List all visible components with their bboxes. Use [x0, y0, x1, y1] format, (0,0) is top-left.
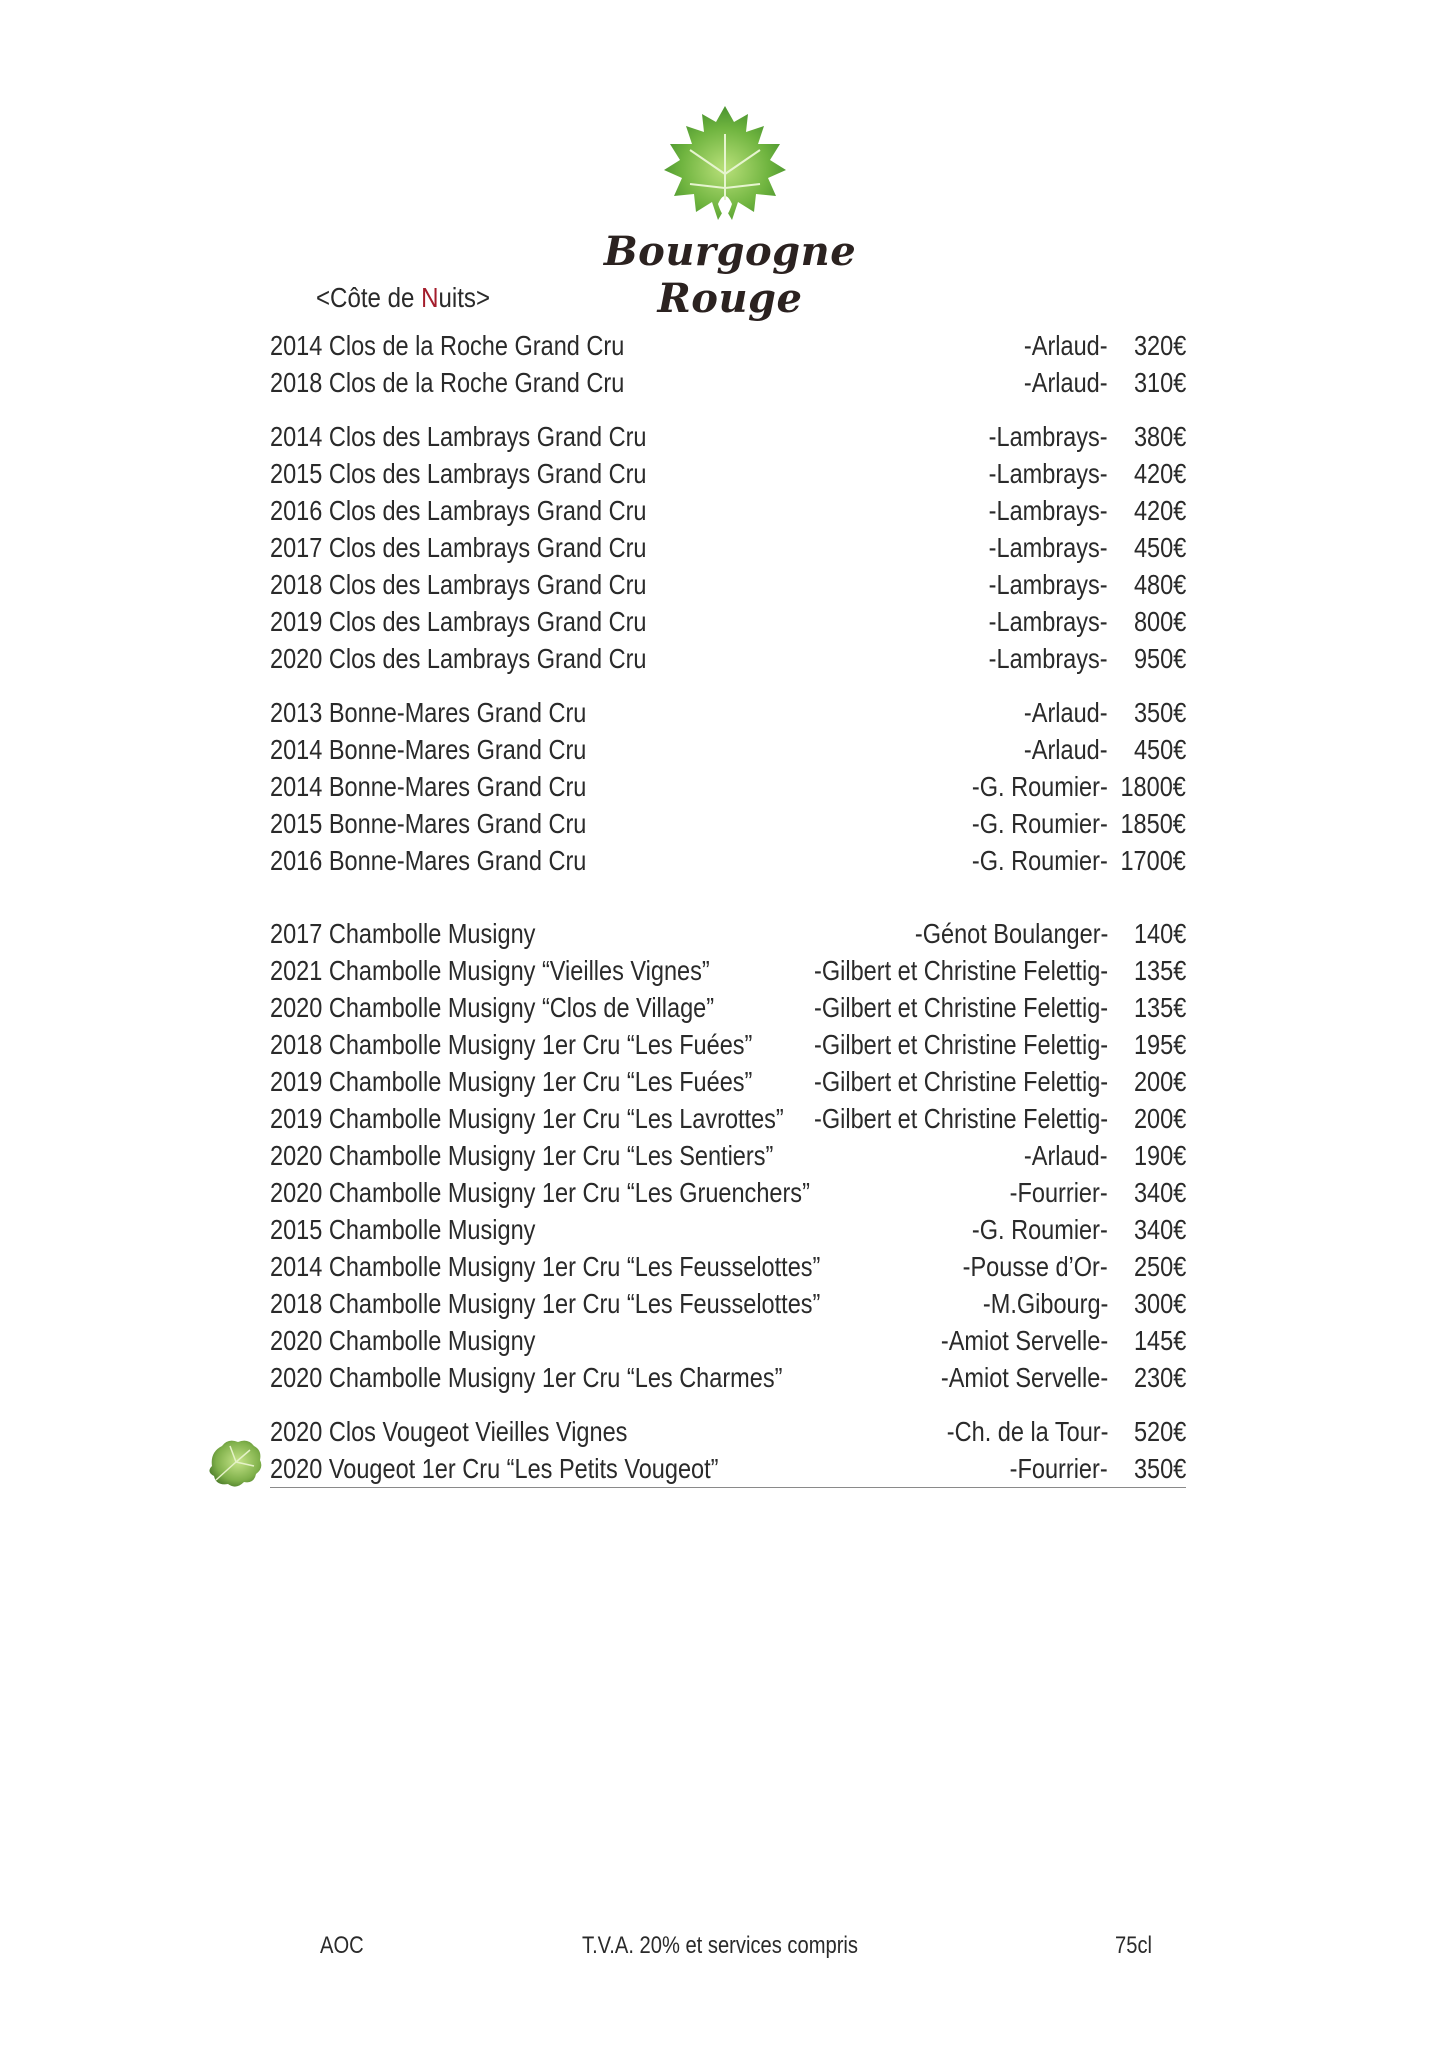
wine-row: [270, 1248, 1186, 1285]
wine-price: 480€: [1133, 569, 1186, 600]
page-title: Bourgogne Rouge: [603, 228, 857, 322]
wine-name: 2019 Chambolle Musigny 1er Cru “Les Fuées”: [270, 1066, 753, 1097]
wine-price: 520€: [1133, 1416, 1186, 1447]
wine-name: 2014 Clos de la Roche Grand Cru: [270, 330, 625, 361]
wine-group-vougeot: [270, 1413, 1186, 1488]
wine-price: 300€: [1133, 1288, 1186, 1319]
wine-price: 135€: [1133, 992, 1186, 1023]
wine-producer: -Amiot Servelle-: [940, 1325, 1108, 1356]
wine-producer: -Gilbert et Christine Felettig-: [813, 1029, 1108, 1060]
wine-name: 2015 Chambolle Musigny: [270, 1214, 536, 1245]
wine-row: [270, 1359, 1186, 1396]
wine-name: 2014 Bonne-Mares Grand Cru: [270, 734, 587, 765]
wine-list: [270, 327, 1186, 1505]
wine-producer: -Arlaud-: [1024, 330, 1108, 361]
wine-price: 340€: [1133, 1177, 1186, 1208]
wine-row: [270, 915, 1186, 952]
wine-row: [270, 731, 1186, 768]
wine-price: 350€: [1133, 697, 1186, 728]
wine-name: 2020 Chambolle Musigny 1er Cru “Les Gruenchers”: [270, 1177, 810, 1208]
wine-row: [270, 529, 1186, 566]
wine-row: [270, 805, 1186, 842]
wine-price: 310€: [1133, 367, 1186, 398]
wine-row: [270, 1450, 1186, 1488]
wine-row: [270, 1413, 1186, 1450]
region-prefix: <Côte de: [316, 282, 422, 313]
wine-price: 320€: [1133, 330, 1186, 361]
wine-row: [270, 455, 1186, 492]
wine-group-bonnes-mares: [270, 694, 1186, 879]
wine-producer: -G. Roumier-: [972, 1214, 1108, 1245]
wine-row: [270, 566, 1186, 603]
wine-row: [270, 327, 1186, 364]
wine-price: 420€: [1133, 458, 1186, 489]
wine-price: 1850€: [1120, 808, 1186, 839]
wine-name: 2013 Bonne-Mares Grand Cru: [270, 697, 587, 728]
wine-name: 2019 Chambolle Musigny 1er Cru “Les Lavrottes”: [270, 1103, 784, 1134]
wine-producer: -Gilbert et Christine Felettig-: [813, 1103, 1108, 1134]
wine-row: [270, 952, 1186, 989]
wine-price: 140€: [1133, 918, 1186, 949]
wine-producer: -Lambrays-: [989, 532, 1108, 563]
footer-aoc: AOC: [320, 1932, 364, 1959]
footer-volume: 75cl: [1115, 1932, 1152, 1959]
wine-producer: -Arlaud-: [1024, 367, 1108, 398]
wine-producer: -Amiot Servelle-: [940, 1362, 1108, 1393]
wine-row: [270, 1174, 1186, 1211]
wine-producer: -Fourrier-: [1009, 1453, 1108, 1484]
wine-price: 380€: [1133, 421, 1186, 452]
wine-price: 450€: [1133, 734, 1186, 765]
wine-row: [270, 640, 1186, 677]
wine-producer: -Gilbert et Christine Felettig-: [813, 992, 1108, 1023]
wine-price: 200€: [1133, 1066, 1186, 1097]
wine-row: [270, 418, 1186, 455]
wine-row: [270, 1211, 1186, 1248]
wine-price: 135€: [1133, 955, 1186, 986]
wine-price: 1700€: [1120, 845, 1186, 876]
grape-leaf-icon: [660, 104, 790, 232]
wine-price: 250€: [1133, 1251, 1186, 1282]
wine-producer: -Gilbert et Christine Felettig-: [813, 955, 1108, 986]
wine-name: 2019 Clos des Lambrays Grand Cru: [270, 606, 647, 637]
wine-producer: -Lambrays-: [989, 643, 1108, 674]
wine-row: [270, 1026, 1186, 1063]
wine-price: 800€: [1133, 606, 1186, 637]
wine-producer: -Lambrays-: [989, 606, 1108, 637]
wine-price: 420€: [1133, 495, 1186, 526]
wine-producer: -Lambrays-: [989, 458, 1108, 489]
wine-name: 2017 Chambolle Musigny: [270, 918, 536, 949]
wine-producer: -G. Roumier-: [972, 808, 1108, 839]
wine-name: 2018 Chambolle Musigny 1er Cru “Les Fuées”: [270, 1029, 753, 1060]
wine-row: [270, 364, 1186, 401]
wine-row: [270, 842, 1186, 879]
region-heading: [316, 282, 490, 314]
wine-producer: -Lambrays-: [989, 421, 1108, 452]
wine-name: 2020 Chambolle Musigny 1er Cru “Les Sentiers”: [270, 1140, 774, 1171]
wine-name: 2014 Bonne-Mares Grand Cru: [270, 771, 587, 802]
wine-price: 200€: [1133, 1103, 1186, 1134]
wine-row: [270, 694, 1186, 731]
wine-name: 2016 Clos des Lambrays Grand Cru: [270, 495, 647, 526]
wine-group-chambolle-musigny: [270, 915, 1186, 1396]
wine-name: 2016 Bonne-Mares Grand Cru: [270, 845, 587, 876]
wine-row: [270, 603, 1186, 640]
wine-row: [270, 1063, 1186, 1100]
wine-producer: -G. Roumier-: [972, 771, 1108, 802]
wine-producer: -Lambrays-: [989, 569, 1108, 600]
footer-tax-note: T.V.A. 20% et services compris: [581, 1932, 858, 1959]
wine-price: 190€: [1133, 1140, 1186, 1171]
wine-producer: -Pousse d’Or-: [962, 1251, 1108, 1282]
wine-price: 950€: [1133, 643, 1186, 674]
wine-price: 145€: [1133, 1325, 1186, 1356]
wine-name: 2020 Clos des Lambrays Grand Cru: [270, 643, 647, 674]
wine-price: 340€: [1133, 1214, 1186, 1245]
wine-row: [270, 492, 1186, 529]
wine-producer: -Fourrier-: [1009, 1177, 1108, 1208]
wine-price: 195€: [1133, 1029, 1186, 1060]
vine-leaf-icon: [206, 1436, 264, 1490]
wine-row: [270, 1137, 1186, 1174]
wine-producer: -M.Gibourg-: [982, 1288, 1108, 1319]
wine-price: 1800€: [1120, 771, 1186, 802]
wine-producer: -G. Roumier-: [972, 845, 1108, 876]
wine-name: 2020 Chambolle Musigny: [270, 1325, 536, 1356]
wine-producer: -Ch. de la Tour-: [946, 1416, 1108, 1447]
wine-name: 2014 Chambolle Musigny 1er Cru “Les Feusselottes”: [270, 1251, 821, 1282]
wine-name: 2020 Vougeot 1er Cru “Les Petits Vougeot”: [270, 1453, 719, 1484]
wine-price: 350€: [1133, 1453, 1186, 1484]
wine-name: 2020 Clos Vougeot Vieilles Vignes: [270, 1416, 628, 1447]
wine-group-clos-des-lambrays: [270, 418, 1186, 677]
wine-producer: -Arlaud-: [1024, 734, 1108, 765]
wine-name: 2017 Clos des Lambrays Grand Cru: [270, 532, 647, 563]
wine-row: [270, 989, 1186, 1026]
wine-producer: -Gilbert et Christine Felettig-: [813, 1066, 1108, 1097]
wine-producer: -Lambrays-: [989, 495, 1108, 526]
wine-row: [270, 1285, 1186, 1322]
wine-name: 2021 Chambolle Musigny “Vieilles Vignes”: [270, 955, 710, 986]
wine-group-clos-de-la-roche: [270, 327, 1186, 401]
region-accent-letter: N: [421, 282, 439, 313]
wine-price: 450€: [1133, 532, 1186, 563]
wine-name: 2015 Clos des Lambrays Grand Cru: [270, 458, 647, 489]
wine-name: 2014 Clos des Lambrays Grand Cru: [270, 421, 647, 452]
wine-row: [270, 1100, 1186, 1137]
wine-producer: -Arlaud-: [1024, 1140, 1108, 1171]
wine-price: 230€: [1133, 1362, 1186, 1393]
region-suffix: uits>: [438, 282, 491, 313]
wine-row: [270, 768, 1186, 805]
wine-name: 2020 Chambolle Musigny 1er Cru “Les Charmes”: [270, 1362, 783, 1393]
wine-name: 2018 Chambolle Musigny 1er Cru “Les Feusselottes”: [270, 1288, 821, 1319]
wine-name: 2020 Chambolle Musigny “Clos de Village”: [270, 992, 715, 1023]
wine-name: 2018 Clos des Lambrays Grand Cru: [270, 569, 647, 600]
wine-producer: -Arlaud-: [1024, 697, 1108, 728]
wine-name: 2018 Clos de la Roche Grand Cru: [270, 367, 625, 398]
wine-row: [270, 1322, 1186, 1359]
wine-name: 2015 Bonne-Mares Grand Cru: [270, 808, 587, 839]
wine-producer: -Génot Boulanger-: [914, 918, 1108, 949]
